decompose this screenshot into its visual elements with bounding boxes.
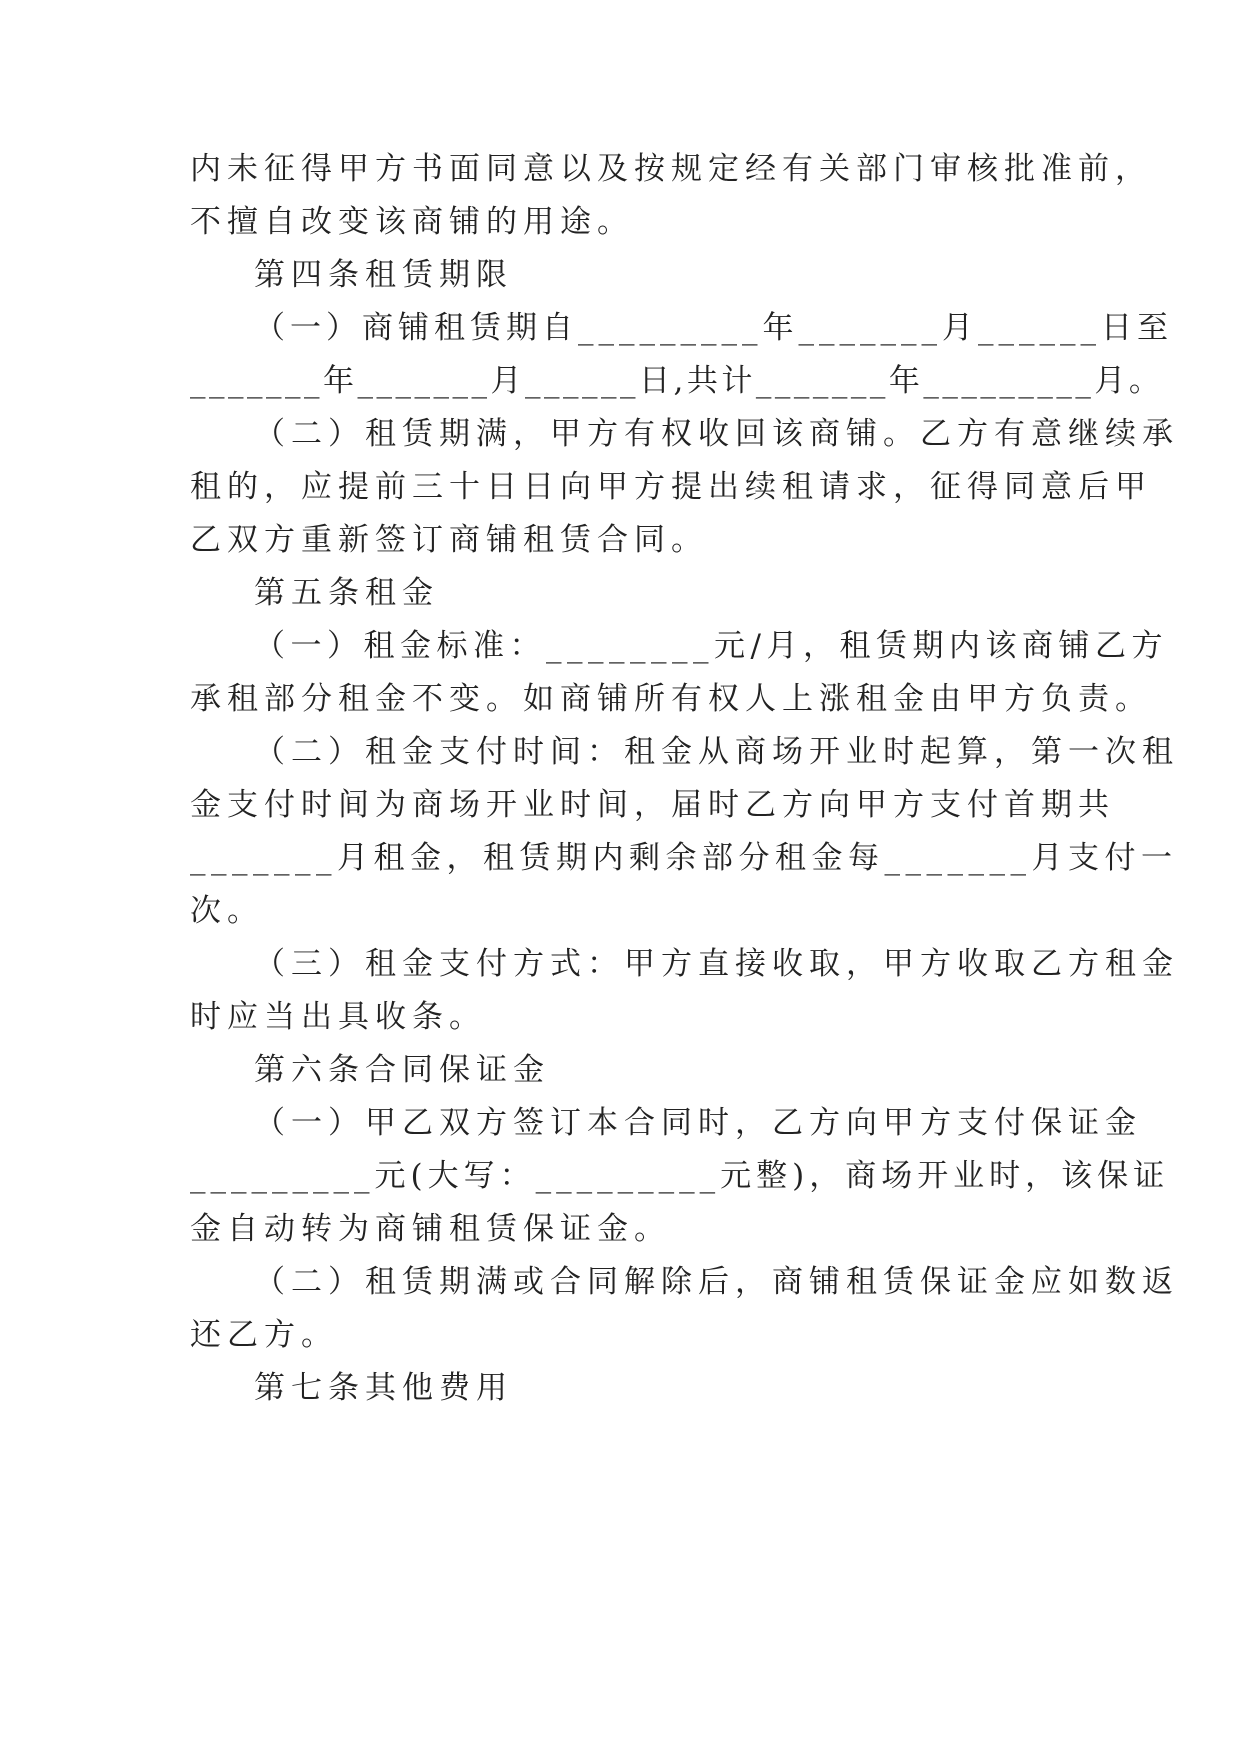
paragraph-line: _______年_______月______日,共计_______年_________月。 [190, 363, 1164, 399]
paragraph-line: 租的，应提前三十日日向甲方提出续租请求，征得同意后甲 [190, 469, 1152, 505]
paragraph-line: （二）租金支付时间：租金从商场开业时起算，第一次租 [254, 734, 1179, 770]
paragraph-line: 内未征得甲方书面同意以及按规定经有关部门审核批准前， [190, 151, 1152, 187]
paragraph-line: （二）租赁期满或合同解除后，商铺租赁保证金应如数返 [254, 1264, 1179, 1300]
section-heading-rent: 第五条租金 [254, 575, 439, 611]
paragraph-line: 金支付时间为商场开业时间，届时乙方向甲方支付首期共 [190, 787, 1115, 823]
paragraph-line: _________元(大写：_________元整)，商场开业时，该保证 [190, 1158, 1170, 1194]
paragraph-line: 还乙方。 [190, 1317, 338, 1353]
section-heading-deposit: 第六条合同保证金 [254, 1052, 550, 1088]
paragraph-line: （三）租金支付方式：甲方直接收取，甲方收取乙方租金 [254, 946, 1179, 982]
paragraph-line: （一）商铺租赁期自_________年_______月______日至 [254, 310, 1173, 346]
paragraph-line: （二）租赁期满，甲方有权收回该商铺。乙方有意继续承 [254, 416, 1179, 452]
paragraph-line: _______月租金，租赁期内剩余部分租金每_______月支付一 [190, 840, 1178, 876]
section-heading-term: 第四条租赁期限 [254, 257, 513, 293]
paragraph-line: 承租部分租金不变。如商铺所有权人上涨租金由甲方负责。 [190, 681, 1152, 717]
paragraph-line: （一）租金标准：________元/月，租赁期内该商铺乙方 [254, 628, 1168, 664]
paragraph-line: 时应当出具收条。 [190, 999, 486, 1035]
paragraph-line: 金自动转为商铺租赁保证金。 [190, 1211, 671, 1247]
section-heading-other-fees: 第七条其他费用 [254, 1370, 513, 1406]
paragraph-line: 不擅自改变该商铺的用途。 [190, 204, 634, 240]
paragraph-line: 次。 [190, 893, 264, 929]
paragraph-line: （一）甲乙双方签订本合同时，乙方向甲方支付保证金 [254, 1105, 1142, 1141]
paragraph-line: 乙双方重新签订商铺租赁合同。 [190, 522, 708, 558]
